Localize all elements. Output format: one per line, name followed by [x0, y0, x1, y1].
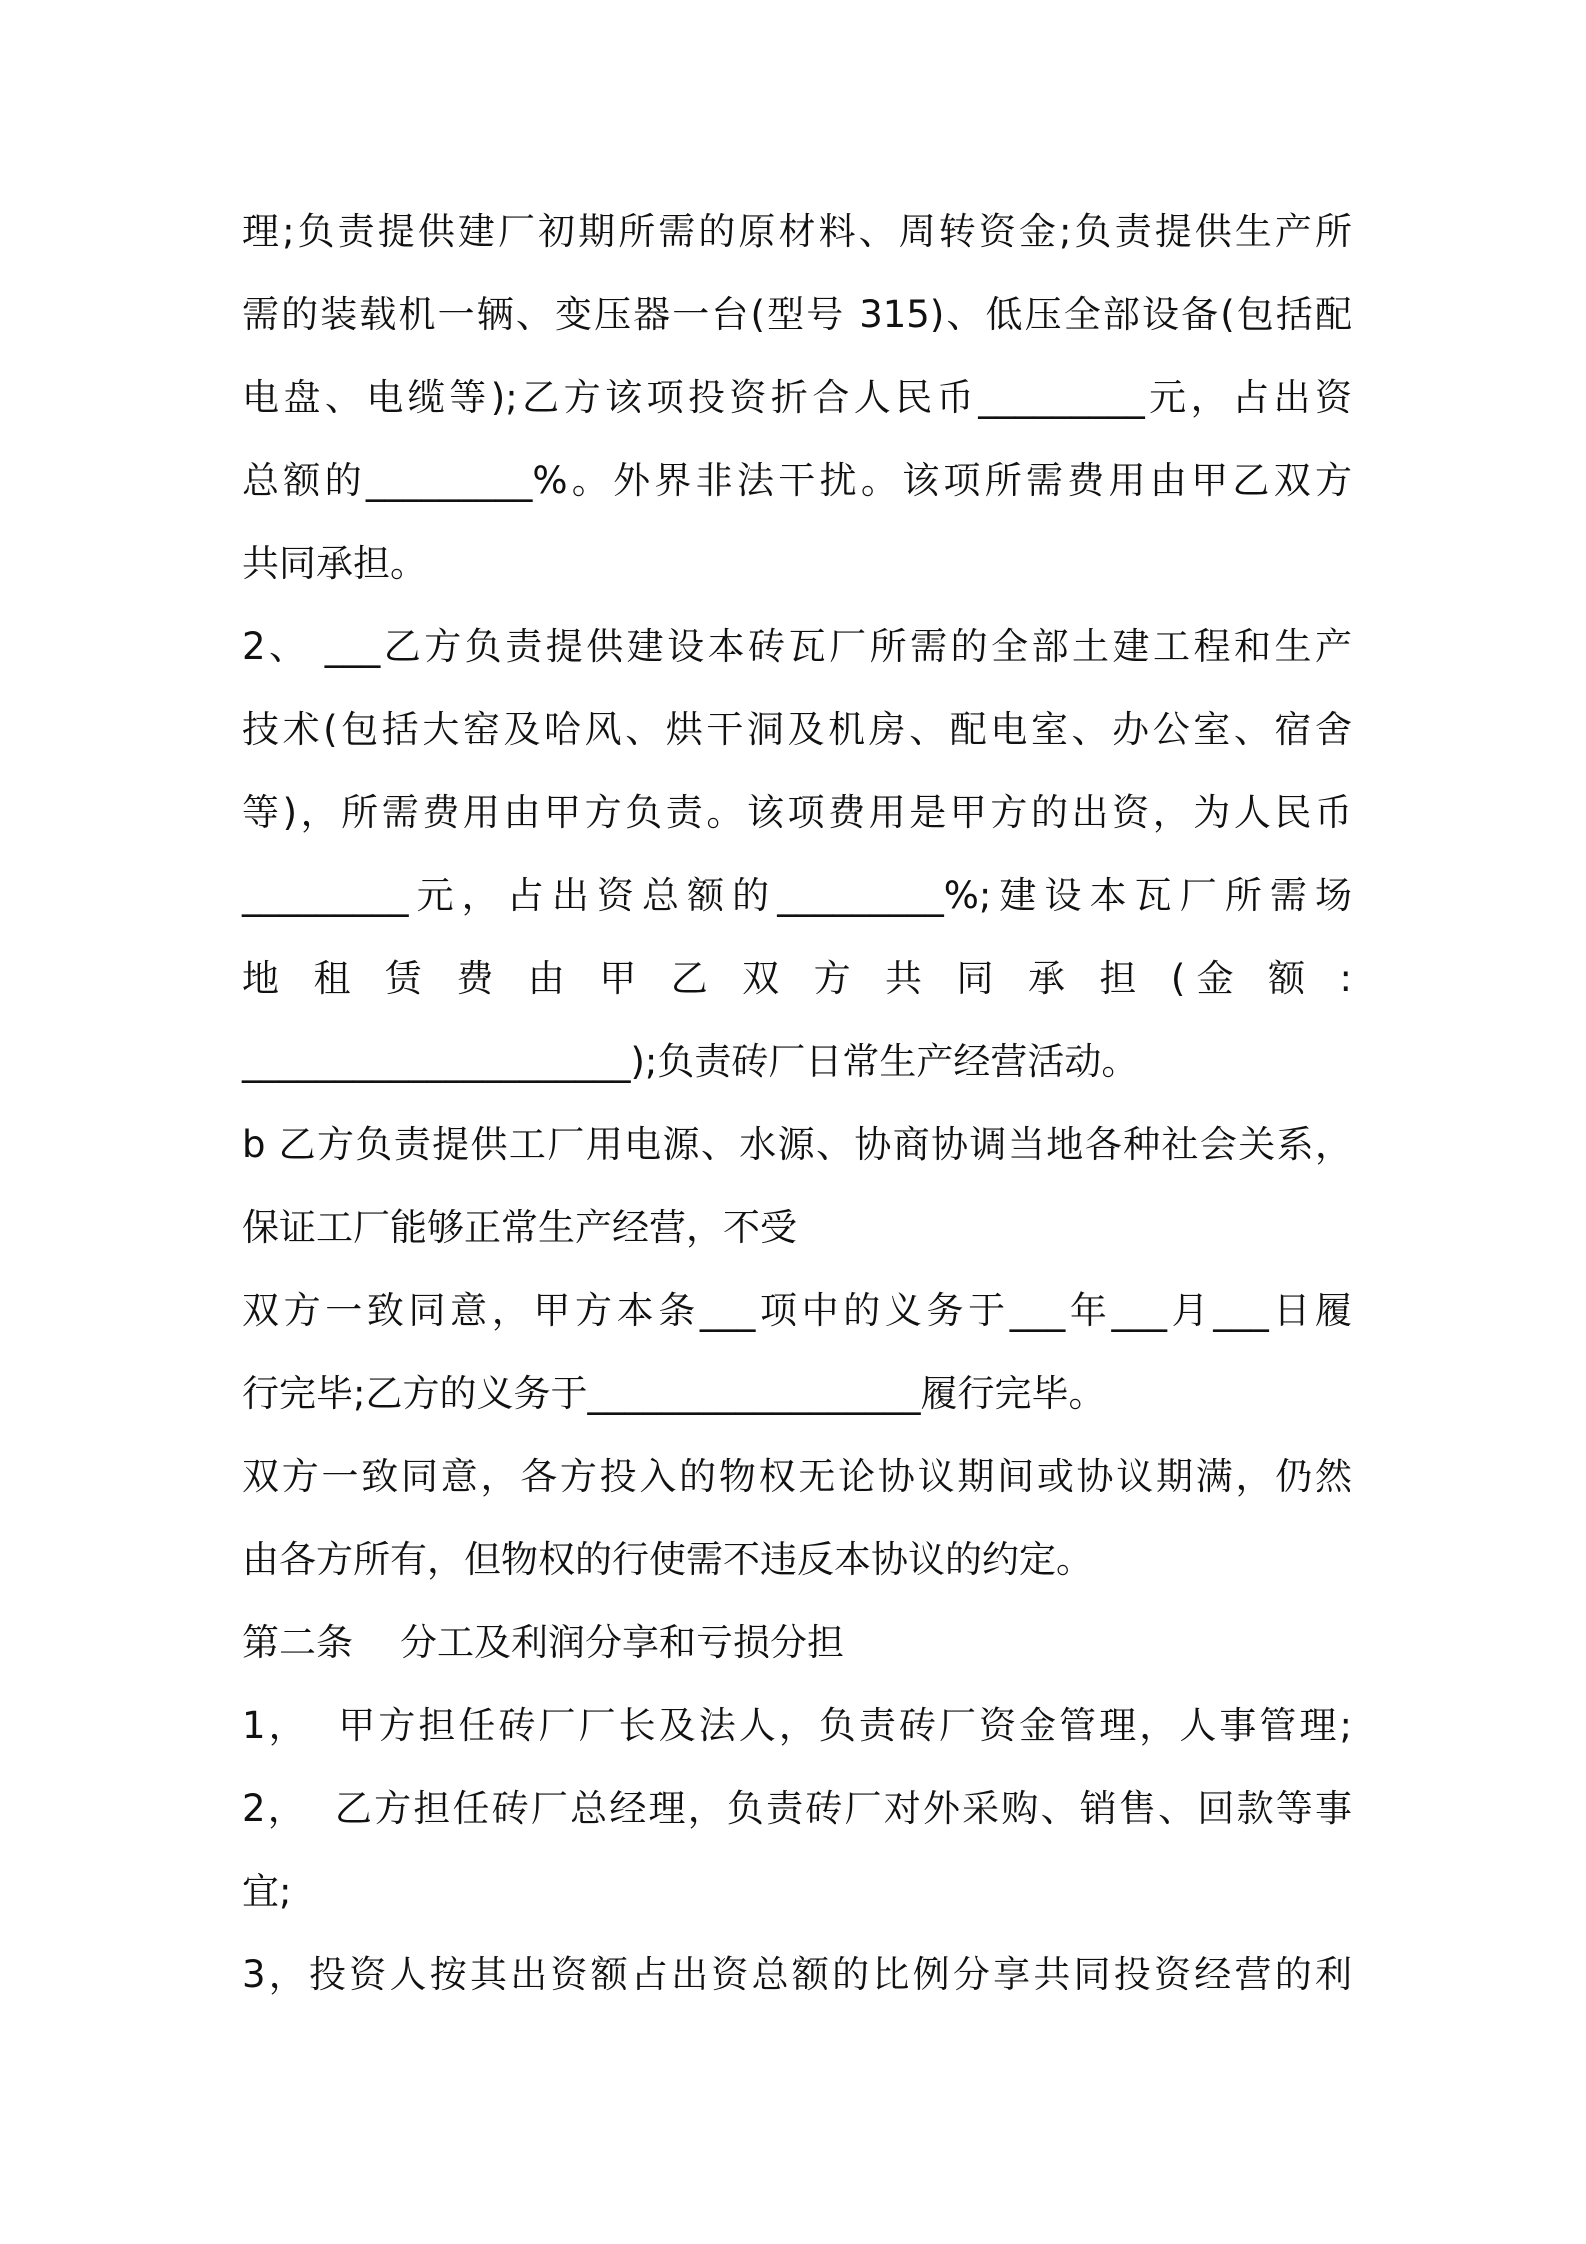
text-line-19: 1， 甲方担任砖厂厂长及法人，负责砖厂资金管理，人事管理; — [242, 1704, 1352, 1747]
text-line-14: 双方一致同意，甲方本条___项中的义务于___年___月___日履 — [242, 1289, 1352, 1332]
text-line-3: 电盘、电缆等);乙方该项投资折合人民币_________元，占出资 — [242, 376, 1352, 419]
text-line-17: 由各方所有，但物权的行使需不违反本协议的约定。 — [242, 1538, 1093, 1581]
text-line-13: 保证工厂能够正常生产经营，不受 — [242, 1206, 797, 1249]
document-page — [242, 190, 1352, 2016]
text-line-2: 需的装载机一辆、变压器一台(型号 315)、低压全部设备(包括配 — [242, 293, 1352, 336]
text-line-8: 等)，所需费用由甲方负责。该项费用是甲方的出资，为人民币 — [242, 791, 1352, 834]
text-line-15: 行完毕;乙方的义务于__________________履行完毕。 — [242, 1372, 1106, 1415]
text-line-21: 宜; — [242, 1870, 292, 1913]
text-line-4: 总额的_________%。外界非法干扰。该项所需费用由甲乙双方 — [242, 459, 1352, 502]
text-line-9: _________元，占出资总额的_________%;建设本瓦厂所需场 — [242, 874, 1352, 917]
text-line-12: b 乙方负责提供工厂用电源、水源、协商协调当地各种社会关系， — [242, 1123, 1352, 1166]
text-line-22: 3，投资人按其出资额占出资总额的比例分享共同投资经营的利 — [242, 1953, 1352, 1996]
text-line-1: 理;负责提供建厂初期所需的原材料、周转资金;负责提供生产所 — [242, 210, 1352, 253]
text-line-10: 地 租 赁 费 由 甲 乙 双 方 共 同 承 担 (金 额 : — [242, 957, 1352, 1000]
text-line-11: _____________________);负责砖厂日常生产经营活动。 — [242, 1040, 1139, 1083]
text-line-20: 2， 乙方担任砖厂总经理，负责砖厂对外采购、销售、回款等事 — [242, 1787, 1352, 1830]
text-line-16: 双方一致同意，各方投入的物权无论协议期间或协议期满，仍然 — [242, 1455, 1352, 1498]
section-heading: 第二条 分工及利润分享和亏损分担 — [242, 1621, 845, 1664]
text-line-6: 2、 ___乙方负责提供建设本砖瓦厂所需的全部土建工程和生产 — [242, 625, 1352, 668]
text-line-5: 共同承担。 — [242, 542, 427, 585]
text-line-7: 技术(包括大窑及哈风、烘干洞及机房、配电室、办公室、宿舍 — [242, 708, 1352, 751]
